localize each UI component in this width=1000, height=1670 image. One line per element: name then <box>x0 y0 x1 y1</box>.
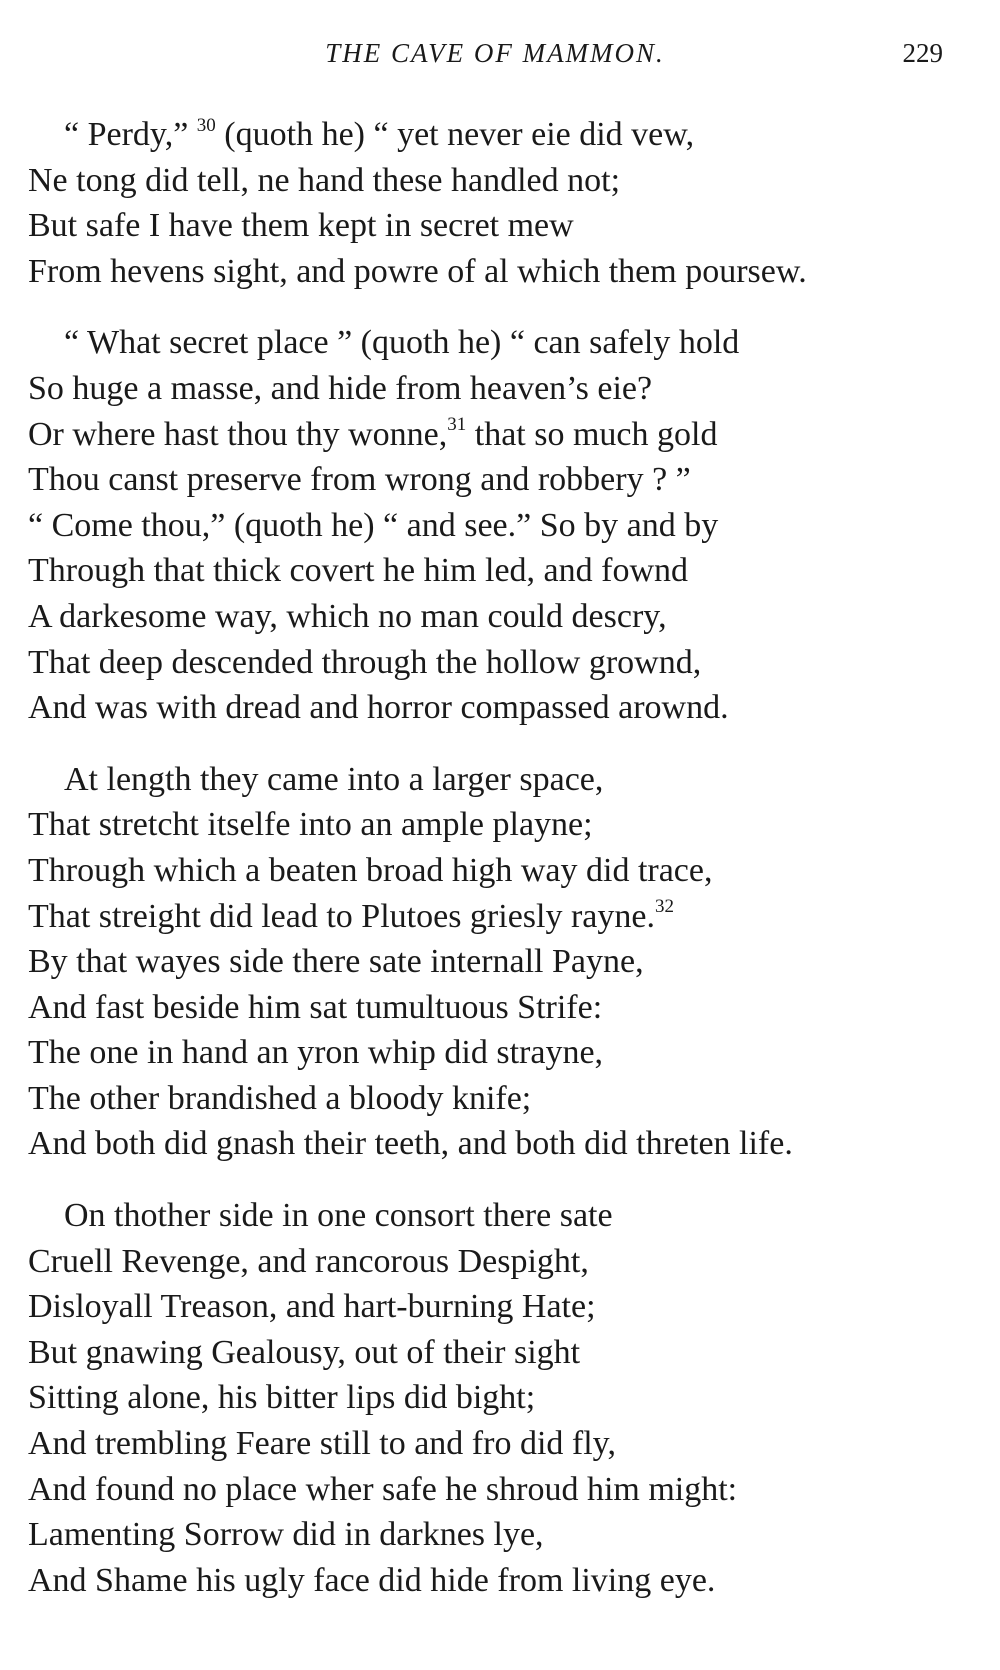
stanza <box>28 320 978 730</box>
verse-text: Ne tong did tell, ne hand these handled not; <box>28 161 621 199</box>
verse-line <box>28 685 978 731</box>
verse-text: Lamenting Sorrow did in darknes lye, <box>28 1516 544 1554</box>
verse-line <box>28 249 978 295</box>
verse-text: But gnawing Gealousy, out of their sight <box>28 1333 581 1371</box>
verse-line <box>28 503 978 549</box>
verse-text: Through that thick covert he him led, and fownd <box>28 552 688 590</box>
verse-line <box>28 1030 978 1076</box>
verse-line <box>28 848 978 894</box>
running-title: THE CAVE OF MAMMON. <box>325 38 665 68</box>
verse-text: And fast beside him sat tumultuous Strife: <box>28 988 603 1026</box>
verse-line <box>28 1375 978 1421</box>
verse-line <box>28 985 978 1031</box>
verse-line <box>28 320 978 366</box>
verse-line <box>28 1512 978 1558</box>
verse-text: But safe I have them kept in secret mew <box>28 207 574 245</box>
verse-line <box>28 1284 978 1330</box>
running-head <box>0 38 1000 78</box>
verse-text: Thou canst preserve from wrong and robbery ? ” <box>28 461 691 499</box>
verse-text: “ What secret place ” (quoth he) “ can safely hold <box>64 324 740 362</box>
verse-text: Or where hast thou thy wonne, <box>28 415 448 453</box>
verse-text: that so much gold <box>466 415 718 453</box>
stanza <box>28 757 978 1167</box>
verse-line <box>28 548 978 594</box>
verse-text: Sitting alone, his bitter lips did bight; <box>28 1379 536 1417</box>
footnote-marker: 32 <box>654 896 674 918</box>
verse-text: That deep descended through the hollow grownd, <box>28 643 702 681</box>
verse-text: That stretcht itselfe into an ample playne; <box>28 806 593 844</box>
verse-line <box>28 1193 978 1239</box>
verse-line <box>28 640 978 686</box>
verse-line <box>28 1421 978 1467</box>
verse-line <box>28 158 978 204</box>
verse-text: And was with dread and horror compassed arownd. <box>28 689 729 727</box>
verse-line <box>28 1558 978 1604</box>
verse-text: By that wayes side there sate internall Payne, <box>28 943 644 981</box>
verse-text: “ Perdy,” <box>64 116 197 153</box>
verse-line <box>28 112 978 158</box>
verse-text: From hevens sight, and powre of al which them poursew. <box>28 252 807 290</box>
poem-body <box>28 112 978 1629</box>
verse-text: And trembling Feare still to and fro did fly, <box>28 1425 616 1463</box>
page-number: 229 <box>902 38 943 68</box>
verse-line <box>28 1239 978 1285</box>
verse-line <box>28 802 978 848</box>
verse-text: On thother side in one consort there sate <box>64 1197 613 1235</box>
verse-line <box>28 412 978 458</box>
verse-line <box>28 757 978 803</box>
verse-line <box>28 366 978 412</box>
verse-line <box>28 1330 978 1376</box>
verse-text: Through which a beaten broad high way did trace, <box>28 851 713 889</box>
verse-text: The one in hand an yron whip did strayne, <box>28 1034 604 1072</box>
verse-text: (quoth he) “ yet never eie did vew, <box>215 116 695 153</box>
verse-line <box>28 1076 978 1122</box>
verse-line <box>28 894 978 940</box>
verse-text: And Shame his ugly face did hide from living eye. <box>28 1561 716 1599</box>
verse-line <box>28 1121 978 1167</box>
stanza <box>28 112 978 294</box>
verse-line <box>28 594 978 640</box>
verse-line <box>28 457 978 503</box>
verse-text: And found no place wher safe he shroud him might: <box>28 1470 738 1508</box>
verse-text: “ Come thou,” (quoth he) “ and see.” So by and by <box>28 506 719 544</box>
verse-text: That streight did lead to Plutoes griesly rayne. <box>28 897 655 935</box>
stanza <box>28 1193 978 1603</box>
verse-text: The other brandished a bloody knife; <box>28 1079 532 1117</box>
verse-line <box>28 1467 978 1513</box>
verse-line <box>28 939 978 985</box>
footnote-marker: 31 <box>447 414 467 436</box>
verse-text: Disloyall Treason, and hart-burning Hate; <box>28 1288 596 1326</box>
verse-text: So huge a masse, and hide from heaven’s eie? <box>28 369 653 407</box>
verse-text: At length they came into a larger space, <box>64 760 604 798</box>
footnote-marker: 30 <box>196 114 216 136</box>
verse-text: Cruell Revenge, and rancorous Despight, <box>28 1242 589 1280</box>
verse-line <box>28 203 978 249</box>
verse-text: A darkesome way, which no man could descry, <box>28 597 667 635</box>
verse-text: And both did gnash their teeth, and both did threten life. <box>28 1125 793 1163</box>
